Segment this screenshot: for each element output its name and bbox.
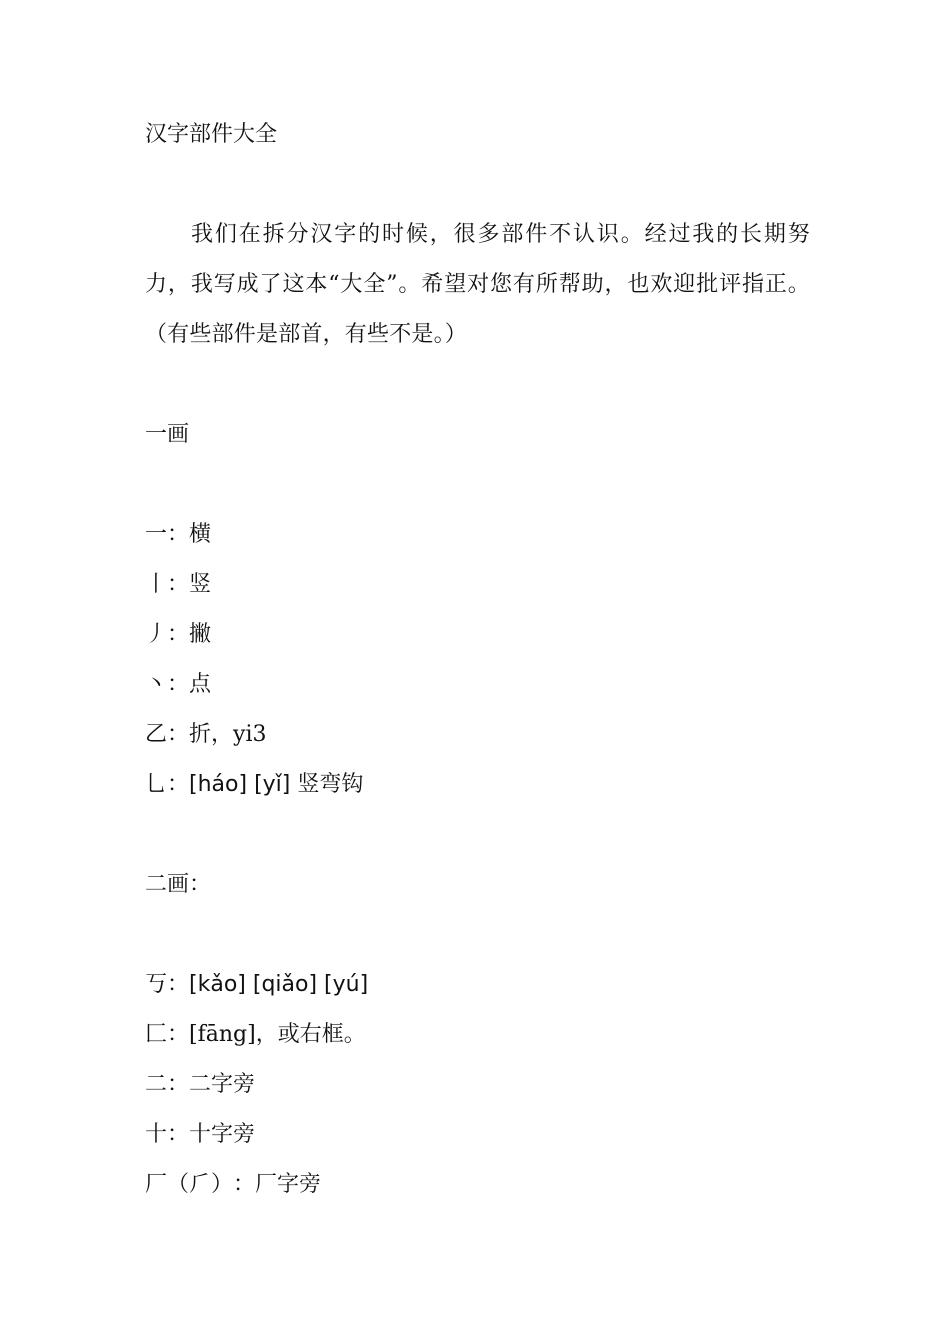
list-item <box>145 960 810 1010</box>
component-desc: 二字旁 <box>189 1072 256 1097</box>
separator: ： <box>167 722 190 747</box>
separator: ： <box>167 1022 190 1047</box>
list-item <box>145 1010 810 1060</box>
spacer <box>145 460 810 510</box>
component-desc: 十字旁 <box>189 1122 256 1147</box>
component-glyph: 丿 <box>145 622 168 647</box>
component-glyph: 十 <box>145 1122 168 1147</box>
component-desc: [fāng]，或右框。 <box>189 1022 366 1047</box>
component-desc: 折，yi3 <box>189 722 267 747</box>
spacer <box>145 160 810 210</box>
document-title: 汉字部件大全 <box>145 122 278 147</box>
spacer <box>145 810 810 860</box>
component-glyph: 丨 <box>145 572 168 597</box>
list-item <box>145 1110 810 1160</box>
component-glyph: 一 <box>145 522 168 547</box>
spacer <box>145 910 810 960</box>
list-item <box>145 560 810 610</box>
separator: ： <box>167 1072 190 1097</box>
component-desc: 厂字旁 <box>255 1172 322 1197</box>
list-item <box>145 510 810 560</box>
list-item <box>145 710 810 760</box>
section-heading-one-stroke: 一画 <box>145 422 190 447</box>
document-content <box>145 110 810 1210</box>
component-desc: 竖 <box>189 572 212 597</box>
separator: ： <box>167 672 190 697</box>
intro-paragraph: 我们在拆分汉字的时候，很多部件不认识。经过我的长期努力，我写成了这本“大全”。希望对您有所帮助，也欢迎批评指正。（有些部件是部首，有些不是。） <box>145 222 810 347</box>
separator: ： <box>167 572 190 597</box>
separator: ： <box>167 972 190 997</box>
separator: ： <box>167 772 190 797</box>
component-desc: [háo] [yǐ] 竖弯钩 <box>189 772 364 797</box>
spacer <box>145 360 810 410</box>
list-item <box>145 760 810 810</box>
component-glyph: 二 <box>145 1072 168 1097</box>
component-desc: 横 <box>189 522 212 547</box>
list-item <box>145 1160 810 1210</box>
component-glyph: 丂 <box>145 972 168 997</box>
separator: ： <box>167 622 190 647</box>
component-glyph: 匚 <box>145 1022 168 1047</box>
separator: ： <box>167 522 190 547</box>
section-heading-two-strokes: 二画： <box>145 872 212 897</box>
component-desc: [kǎo] [qiǎo] [yú] <box>189 972 369 997</box>
separator: ： <box>233 1172 256 1197</box>
component-glyph: 乚 <box>145 772 168 797</box>
component-glyph: 厂（⺁） <box>145 1172 234 1197</box>
component-desc: 点 <box>189 672 212 697</box>
component-glyph: 丶 <box>145 672 168 697</box>
list-item <box>145 610 810 660</box>
component-desc: 撇 <box>189 622 212 647</box>
component-glyph: 乙 <box>145 722 168 747</box>
list-item <box>145 1060 810 1110</box>
list-item <box>145 660 810 710</box>
separator: ： <box>167 1122 190 1147</box>
